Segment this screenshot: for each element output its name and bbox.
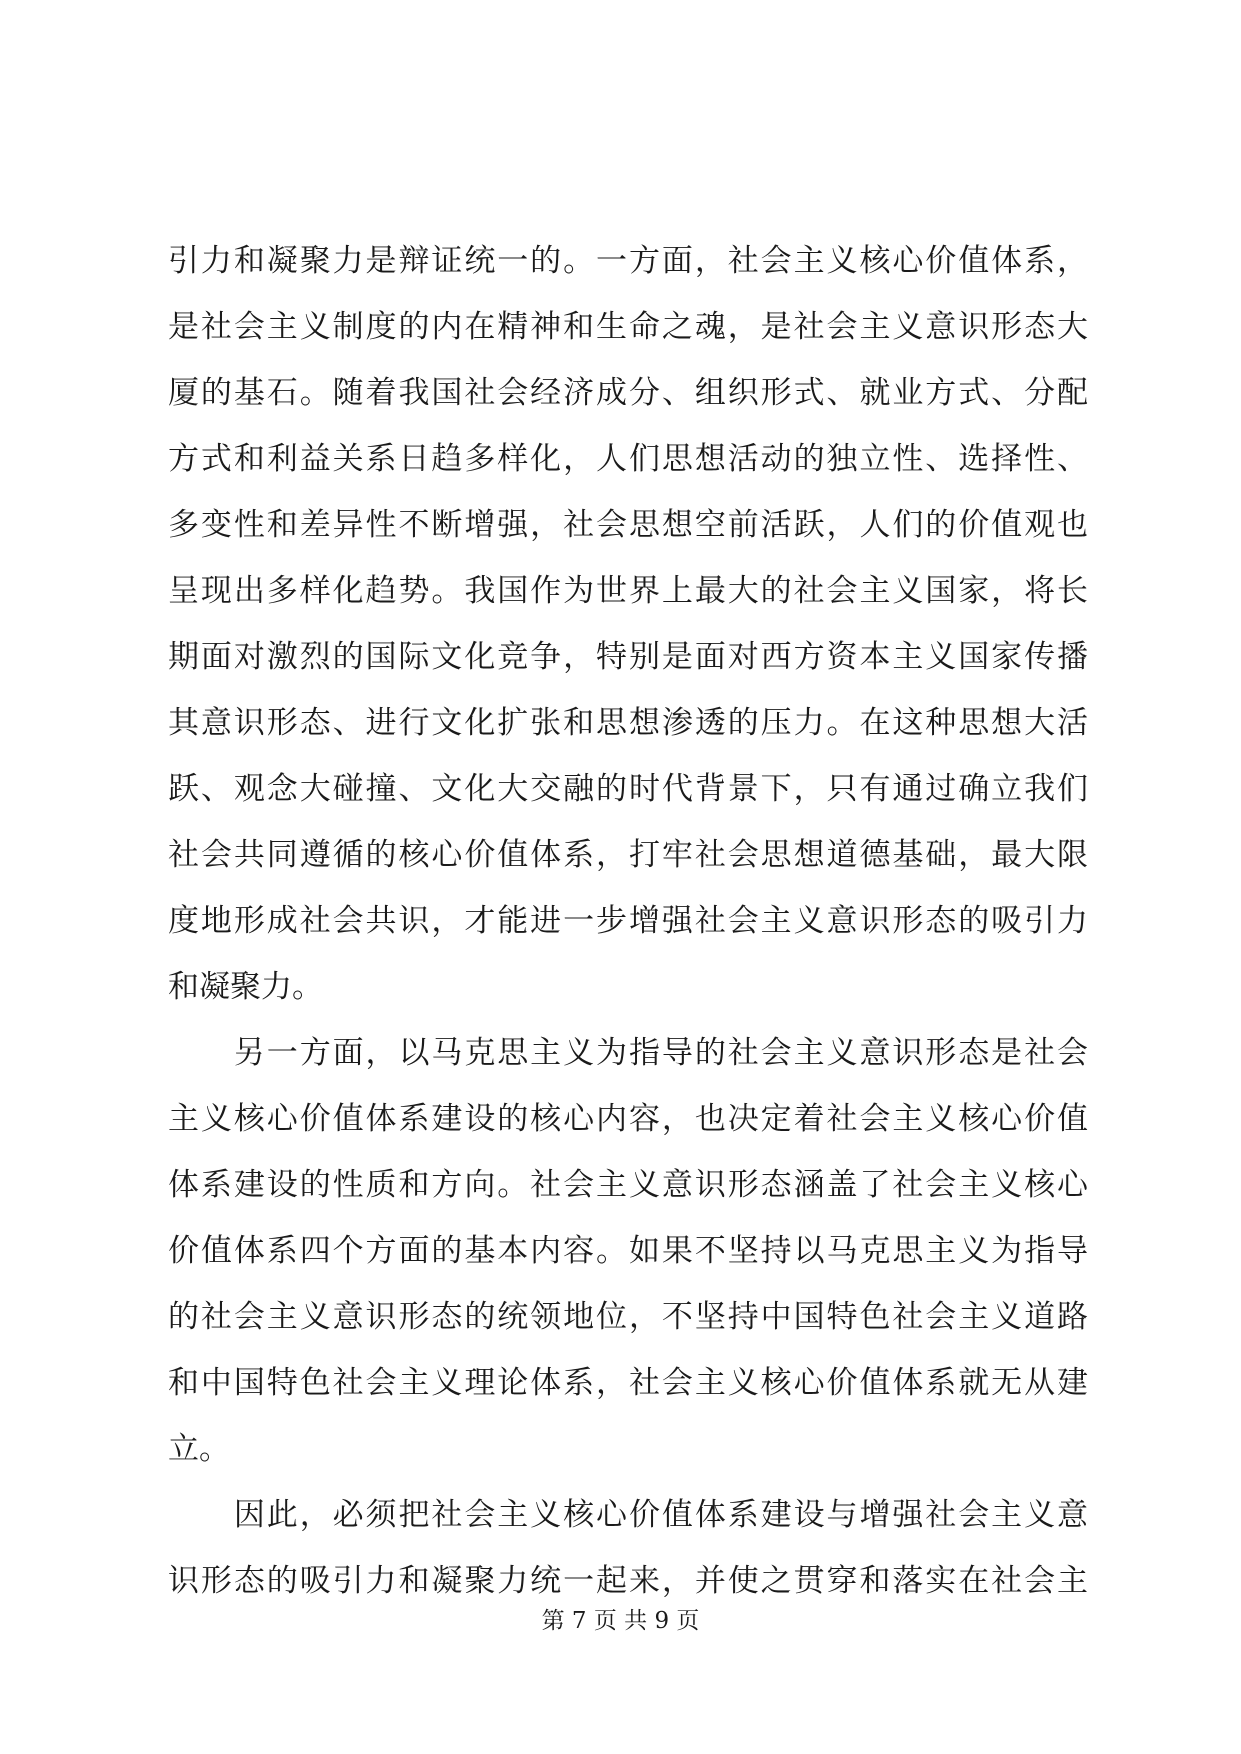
text-line: 厦的基石。随着我国社会经济成分、组织形式、就业方式、分配 [168, 375, 1088, 411]
text-line: 识形态的吸引力和凝聚力统一起来，并使之贯穿和落实在社会主 [168, 1563, 1088, 1599]
text-line: 期面对激烈的国际文化竞争，特别是面对西方资本主义国家传播 [168, 639, 1088, 675]
text-line: 呈现出多样化趋势。我国作为世界上最大的社会主义国家，将长 [168, 573, 1088, 609]
text-line: 是社会主义制度的内在精神和生命之魂，是社会主义意识形态大 [168, 309, 1088, 345]
text-line: 因此，必须把社会主义核心价值体系建设与增强社会主义意 [168, 1497, 1088, 1533]
page-number-footer: 第 7 页 共 9 页 [541, 1608, 700, 1634]
text-line: 另一方面，以马克思主义为指导的社会主义意识形态是社会 [168, 1035, 1088, 1071]
text-line: 方式和利益关系日趋多样化，人们思想活动的独立性、选择性、 [168, 441, 1088, 477]
text-line: 和中国特色社会主义理论体系，社会主义核心价值体系就无从建 [168, 1365, 1088, 1401]
text-line: 体系建设的性质和方向。社会主义意识形态涵盖了社会主义核心 [168, 1167, 1088, 1203]
text-line: 其意识形态、进行文化扩张和思想渗透的压力。在这种思想大活 [168, 705, 1088, 741]
text-line: 的社会主义意识形态的统领地位，不坚持中国特色社会主义道路 [168, 1299, 1088, 1335]
text-line: 主义核心价值体系建设的核心内容，也决定着社会主义核心价值 [168, 1101, 1088, 1137]
text-line: 多变性和差异性不断增强，社会思想空前活跃，人们的价值观也 [168, 507, 1088, 543]
text-line: 和凝聚力。 [168, 969, 323, 1005]
text-line: 价值体系四个方面的基本内容。如果不坚持以马克思主义为指导 [168, 1233, 1088, 1269]
text-line: 度地形成社会共识，才能进一步增强社会主义意识形态的吸引力 [168, 903, 1088, 939]
text-line: 跃、观念大碰撞、文化大交融的时代背景下，只有通过确立我们 [168, 771, 1088, 807]
text-line: 立。 [168, 1431, 230, 1467]
text-line: 社会共同遵循的核心价值体系，打牢社会思想道德基础，最大限 [168, 837, 1088, 873]
body-text [168, 228, 1088, 1614]
text-line: 引力和凝聚力是辩证统一的。一方面，社会主义核心价值体系， [168, 243, 1088, 279]
